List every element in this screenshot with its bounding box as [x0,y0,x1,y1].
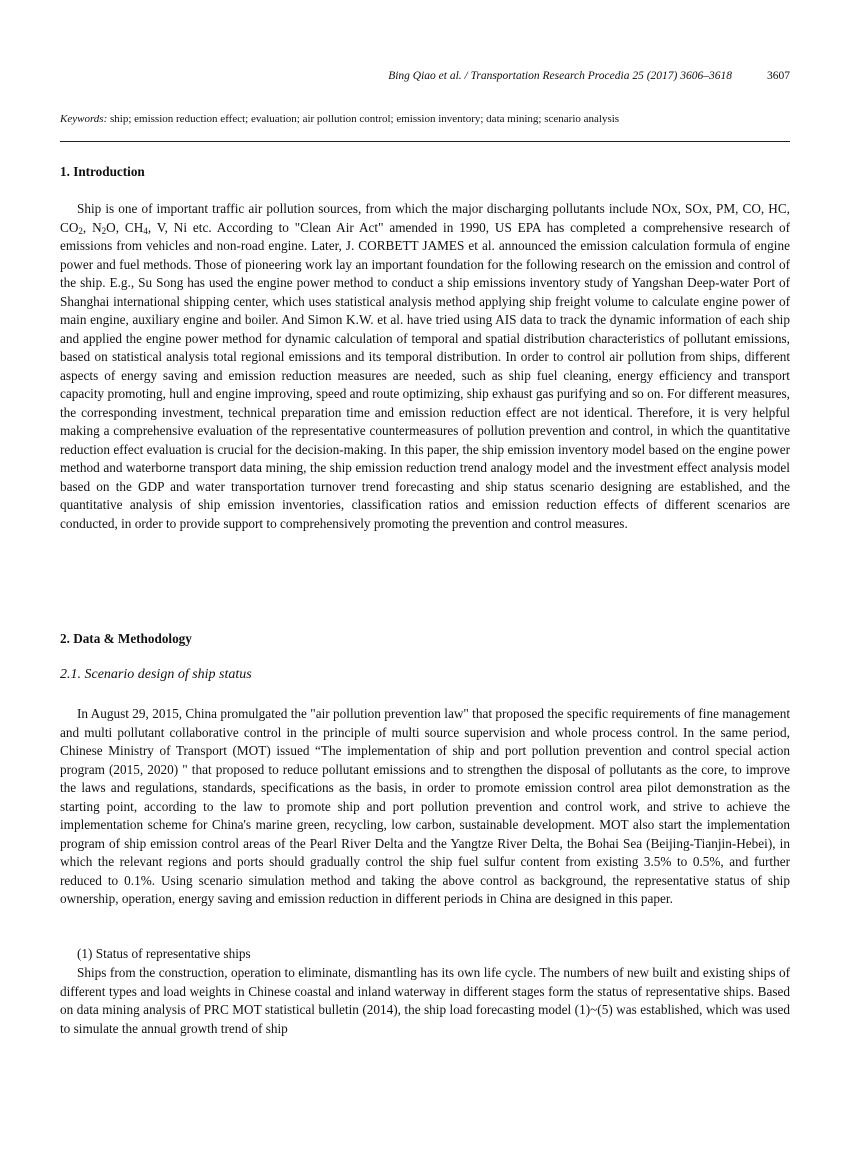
section-heading-introduction: 1. Introduction [60,164,145,179]
running-header [60,70,790,88]
section-heading-data-methodology: 2. Data & Methodology [60,631,192,646]
list-item-representative-ships: (1) Status of representative ships [77,946,251,961]
keywords-text: ship; emission reduction effect; evaluation; air pollution control; emission inventory; data mining; scenario analysis [107,113,620,125]
scenario-paragraph: In August 29, 2015, China promulgated the "air pollution prevention law" that proposed the specific requirements of fine management and multi pollutant collaborative control in the principle of multi source supervision and whole process control. In the same period, Chinese Ministry of Transport (MOT) issued “The implementation of ship and port pollution prevention and control special action program (2015, 2020) " that proposed to reduce pollutant emissions and to strengthen the disposal of pollutants as the core, to improve the laws and regulations, standards, specifications as the basis, in order to promote emission control area pilot demonstration as the starting point, according to the law to promote ship and port pollution prevention and control work, and strive to achieve the implementation scheme for China's marine green, recycling, low carbon, sustainable development. MOT also start the implementation program of ship emission control areas of the Pearl River Delta and the Yangtze River Delta, the Bohai Sea (Beijing-Tianjin-Hebei), in which the relevant regions and ports should gradually control the ship fuel sulfur content from existing 3.5% to 0.5%, and further reduced to 0.1%. Using scenario simulation method and taking the above control as background, the representative status of ship ownership, operation, energy saving and emission reduction in different periods in China are designed in this paper. [60,706,790,906]
header-divider [60,141,790,142]
subsection-heading-scenario-design: 2.1. Scenario design of ship status [60,667,252,682]
introduction-paragraph: Ship is one of important traffic air pollution sources, from which the major discharging pollutants include NOx, SOx, PM, CO, HC, $CO_2$, $N_2O$, $CH_4$, V, Ni etc. According to "Clean Air Act" amended in 1990, US EPA has completed a comprehensive research of emissions from vehicles and non-road engine. Later, J. CORBETT JAMES et al. announced the emission calculation formula of engine power and fuel methods. Those of pioneering work lay an important foundation for the following research on the emission and control of the ship. E.g., Su Song has used the engine power method to conduct a ship emissions inventory study of Yangshan Deep-water Port of Shanghai international shipping center, which uses statistical analysis method applying ship freight volume to calculate engine power of main engine, auxiliary engine and boiler. And Simon K.W. et al. have tried using AIS data to track the dynamic information of each ship and applied the engine power method for dynamic calculation of temporal and spatial distribution characteristics of pollutant emissions, based on statistical analysis total regional emissions and its temporal distribution. In order to control air pollution from ships, different aspects of energy saving and emission reduction measures are needed, such as ship fuel cleaning, energy efficiency and transport capacity promoting, hull and engine improving, speed and route optimizing, ship exhaust gas purifying and so on. For different measures, the corresponding investment, technical preparation time and emission reduction effect are not identical. Therefore, it is very helpful making a comprehensive evaluation of the representative countermeasures of pollution prevention and control, in which the quantitative reduction effect evaluation is crucial for the decision-making. In this paper, the ship emission inventory model based on the engine power method and waterborne transport data mining, the ship emission reduction trend analogy model and the investment effect analysis model based on the GDP and water transportation turnover trend forecasting and ship status scenario designing are established, and the quantitative analysis of ship emission inventories, classification ratios and emission reduction effects of different scenarios are conducted, in order to provide support to comprehensively promoting the prevention and control measures. [60,201,791,531]
keywords-label: Keywords: [60,113,108,125]
page-number: 3607 [767,70,790,82]
journal-citation: Bing Qiao et al. / Transportation Research Procedia 25 (2017) 3606–3618 [388,70,732,82]
keywords-line [60,113,790,125]
ship-status-paragraph: Ships from the construction, operation to eliminate, dismantling has its own life cycle. The numbers of new built and existing ships of different types and load weights in Chinese coastal and inland waterway in different stages form the status of representative ships. Based on data mining analysis of PRC MOT statistical bulletin (2014), the ship load forecasting model (1)~(5) was established, which was used to simulate the annual growth trend of ship [60,965,790,1036]
